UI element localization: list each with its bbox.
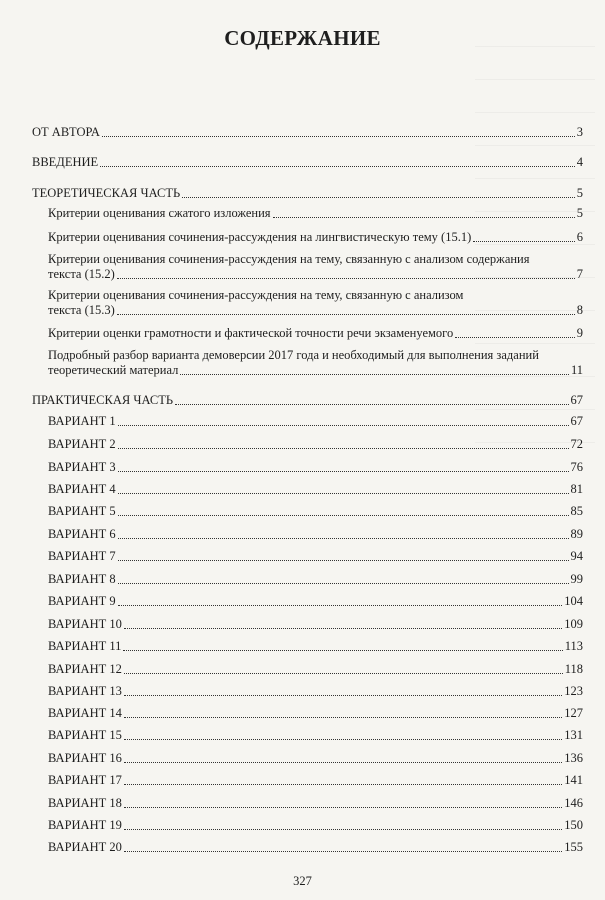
toc-entry-page: 67 [570, 414, 583, 428]
toc-entry-page: 109 [564, 617, 583, 631]
toc-entry-label-line1: Подробный разбор варианта демоверсии 2017 года и необходимый для выполнения заданий [48, 348, 539, 362]
dot-leader [182, 197, 575, 198]
dot-leader [124, 807, 562, 808]
toc-entry-label-line1: Критерии оценивания сочинения-рассуждения на тему, связанную с анализом [48, 288, 464, 302]
toc-entry-page: 6 [576, 230, 583, 244]
toc-entry-variant-12[interactable] [48, 662, 583, 677]
dot-leader [124, 851, 562, 852]
dot-leader [124, 717, 562, 718]
toc-entry-variant-4[interactable] [48, 482, 583, 497]
toc-entry-theory-part[interactable] [32, 186, 583, 201]
toc-entry-essay-15-3-criteria[interactable] [48, 288, 583, 318]
dot-leader [117, 314, 575, 315]
dot-leader [118, 493, 569, 494]
dot-leader [118, 583, 569, 584]
toc-entry-page: 67 [570, 393, 583, 407]
page-number: 327 [293, 874, 312, 888]
toc-entry-page: 136 [564, 751, 583, 765]
toc-entry-label: ВАРИАНТ 2 [48, 437, 116, 451]
dot-leader [118, 471, 569, 472]
toc-entry-page: 81 [570, 482, 583, 496]
toc-entry-label: ВАРИАНТ 18 [48, 796, 122, 810]
dot-leader [180, 374, 569, 375]
toc-entry-page: 113 [564, 639, 583, 653]
dot-leader [118, 515, 569, 516]
toc-entry-page: 123 [564, 684, 583, 698]
toc-entry-label: ВАРИАНТ 12 [48, 662, 122, 676]
dot-leader [117, 278, 575, 279]
toc-entry-label: ВАРИАНТ 6 [48, 527, 116, 541]
toc-entry-label: ВАРИАНТ 11 [48, 639, 122, 653]
toc-entry-label: ВАРИАНТ 5 [48, 504, 116, 518]
toc-entry-page: 99 [570, 572, 583, 586]
toc-entry-label: ВАРИАНТ 7 [48, 549, 116, 563]
toc-entry-page: 155 [564, 840, 583, 854]
dot-leader [124, 739, 562, 740]
toc-entry-label: ВАРИАНТ 16 [48, 751, 122, 765]
toc-entry-label: Критерии оценивания сочинения-рассуждения на лингвистическую тему (15.1) [48, 230, 472, 244]
toc-entry-label: ВАРИАНТ 14 [48, 706, 122, 720]
toc-entry-essay-15-1-criteria[interactable] [48, 230, 583, 245]
toc-entry-demo-analysis[interactable] [48, 348, 583, 378]
toc-entry-practice-part[interactable] [32, 393, 583, 408]
toc-entry-variant-8[interactable] [48, 572, 583, 587]
toc-entry-variant-20[interactable] [48, 840, 583, 855]
toc-entry-page: 85 [570, 504, 583, 518]
toc-entry-label: ВАРИАНТ 9 [48, 594, 116, 608]
dot-leader [118, 448, 569, 449]
toc-entry-variant-2[interactable] [48, 437, 583, 452]
toc-entry-label: ВАРИАНТ 8 [48, 572, 116, 586]
toc-entry-page: 94 [570, 549, 583, 563]
toc-entry-page: 11 [570, 363, 583, 377]
toc-entry-variant-11[interactable] [48, 639, 583, 654]
toc-entry-page: 4 [576, 155, 583, 169]
toc-entry-page: 9 [576, 326, 583, 340]
dot-leader [118, 538, 569, 539]
toc-entry-page: 89 [570, 527, 583, 541]
toc-entry-page: 150 [564, 818, 583, 832]
dot-leader [100, 166, 575, 167]
toc-entry-label-line2: текста (15.2) [48, 267, 115, 281]
dot-leader [124, 628, 562, 629]
toc-entry-label: ВАРИАНТ 13 [48, 684, 122, 698]
toc-entry-label-line1: Критерии оценивания сочинения-рассуждения на тему, связанную с анализом содержания [48, 252, 530, 266]
toc-entry-label: Критерии оценивания сжатого изложения [48, 206, 271, 220]
dot-leader [273, 217, 575, 218]
toc-entry-page: 5 [576, 186, 583, 200]
toc-entry-variant-3[interactable] [48, 460, 583, 475]
toc-entry-label: ВАРИАНТ 3 [48, 460, 116, 474]
toc-entry-label: Критерии оценки грамотности и фактической точности речи экзаменуемого [48, 326, 454, 340]
toc-entry-label: ПРАКТИЧЕСКАЯ ЧАСТЬ [32, 393, 174, 407]
toc-entry-introduction[interactable] [32, 155, 583, 170]
dot-leader [118, 560, 569, 561]
dot-leader [175, 404, 568, 405]
toc-entry-label: ВАРИАНТ 10 [48, 617, 122, 631]
dot-leader [124, 673, 563, 674]
dot-leader [118, 605, 563, 606]
toc-entry-page: 104 [564, 594, 583, 608]
dot-leader [124, 695, 562, 696]
dot-leader [124, 762, 562, 763]
toc-entry-label: ОТ АВТОРА [32, 125, 100, 139]
toc-entry-variant-16[interactable] [48, 751, 583, 766]
toc-entry-page: 131 [564, 728, 583, 742]
toc-entry-variant-13[interactable] [48, 684, 583, 699]
dot-leader [118, 425, 569, 426]
toc-entry-variant-6[interactable] [48, 527, 583, 542]
toc-entry-label: ВАРИАНТ 19 [48, 818, 122, 832]
toc-entry-label: ВАРИАНТ 4 [48, 482, 116, 496]
toc-entry-variant-14[interactable] [48, 706, 583, 721]
dot-leader [124, 784, 562, 785]
toc-entry-label: ВВЕДЕНИЕ [32, 155, 99, 169]
toc-entry-summary-criteria[interactable] [48, 206, 583, 221]
dot-leader [124, 829, 562, 830]
toc-entry-literacy-criteria[interactable] [48, 326, 583, 341]
toc-entry-page: 5 [576, 206, 583, 220]
toc-entry-variant-17[interactable] [48, 773, 583, 788]
toc-entry-page: 7 [576, 267, 583, 281]
toc-entry-variant-1[interactable] [48, 414, 583, 429]
toc-entry-page: 8 [576, 303, 583, 317]
toc-entry-variant-5[interactable] [48, 504, 583, 519]
dot-leader [455, 337, 575, 338]
page-title: СОДЕРЖАНИЕ [224, 26, 381, 50]
toc-entry-variant-19[interactable] [48, 818, 583, 833]
toc-entry-label: ВАРИАНТ 20 [48, 840, 122, 854]
dot-leader [102, 136, 575, 137]
toc-entry-page: 76 [570, 460, 583, 474]
toc-entry-page: 72 [570, 437, 583, 451]
toc-entry-variant-9[interactable] [48, 594, 583, 609]
toc-entry-label-line2: текста (15.3) [48, 303, 115, 317]
toc-entry-page: 118 [564, 662, 583, 676]
toc-entry-label-line2: теоретический материал [48, 363, 179, 377]
toc-entry-page: 141 [564, 773, 583, 787]
toc-entry-variant-18[interactable] [48, 796, 583, 811]
toc-entry-label: ТЕОРЕТИЧЕСКАЯ ЧАСТЬ [32, 186, 181, 200]
dot-leader [123, 650, 562, 651]
toc-entry-variant-10[interactable] [48, 617, 583, 632]
toc-entry-page: 3 [576, 125, 583, 139]
toc-entry-variant-15[interactable] [48, 728, 583, 743]
toc-entry-page: 146 [564, 796, 583, 810]
toc-entry-label: ВАРИАНТ 15 [48, 728, 122, 742]
toc-entry-from-author[interactable] [32, 125, 583, 140]
dot-leader [473, 241, 575, 242]
toc-entry-variant-7[interactable] [48, 549, 583, 564]
toc-entry-label: ВАРИАНТ 17 [48, 773, 122, 787]
toc-entry-label: ВАРИАНТ 1 [48, 414, 116, 428]
toc-entry-page: 127 [564, 706, 583, 720]
toc-entry-essay-15-2-criteria[interactable] [48, 252, 583, 282]
